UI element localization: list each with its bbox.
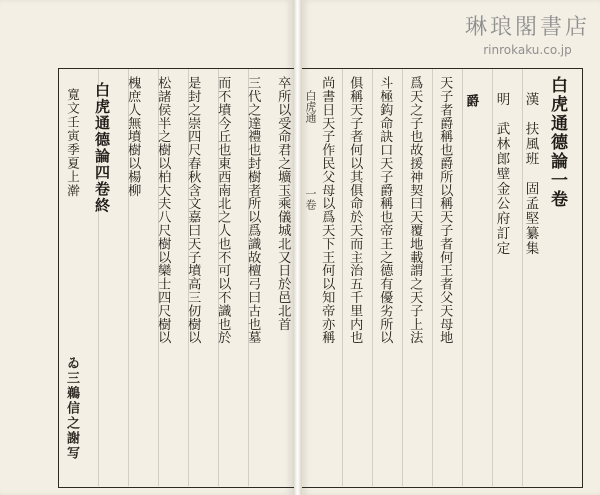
editor-line: 明 武林郎壁金公府訂定 [493, 92, 510, 256]
left-text-column-2: 三代之達禮也封樹者所以爲識故檀弓曰古也墓 [245, 76, 261, 344]
colophon: 寛文壬寅季夏上澣 [65, 88, 81, 198]
owner-inscription: ゐ三鵜信之謝写 [64, 356, 79, 461]
left-text-column-5: 松諸侯半之樹以柏大夫八尺樹以欒士四尺樹以 [155, 76, 171, 344]
book-gutter [293, 0, 302, 495]
fold-volume: 一卷 [304, 188, 317, 210]
right-text-column-3: 斗極鈎命訣口天子爵稱也帝王之德有優劣所以 [377, 76, 393, 344]
left-text-column-6: 槐庶人無墳樹以楊柳 [125, 76, 141, 197]
right-text-column-2: 爲天之子也故援神契曰天覆地載謂之天子上法 [407, 76, 423, 344]
right-text-column-5: 尚書日天子作民父母以爲天下王何以知帝亦稱 [319, 76, 335, 344]
fold-label: 白虎通 [304, 90, 317, 123]
watermark-url: rinrokaku.co.jp [483, 43, 572, 57]
left-text-column-1: 卒所以受命君之壙玉乘儀城北又日於邑北首 [275, 76, 291, 331]
author-line: 漢 扶風班 固孟堅纂集 [522, 92, 539, 256]
right-text-column-4: 俱稱天子者何以其俱命於天而主治五千里内也 [347, 76, 363, 344]
column-divider [432, 68, 433, 486]
column-divider [342, 68, 343, 486]
right-text-column-1: 天子者爵稱也爵所以稱天子者何王者父天母地 [437, 76, 453, 344]
left-text-column-3: 而不墳今丘也東西南北之人也不可以不識也於 [215, 76, 231, 344]
watermark [465, 10, 590, 57]
left-text-column-4: 是封之崇四尺春秋含文嘉曰天子墳高三仞樹以 [185, 76, 201, 344]
watermark-name: 琳琅閣書店 [464, 15, 590, 40]
column-divider [462, 68, 463, 486]
column-divider [492, 68, 493, 486]
right-page-title: 白虎通德論一卷 [547, 76, 567, 209]
column-divider [402, 68, 403, 486]
section-heading: 爵 [463, 94, 479, 108]
column-divider [372, 68, 373, 486]
end-title: 白虎通德論四卷終 [93, 82, 111, 214]
